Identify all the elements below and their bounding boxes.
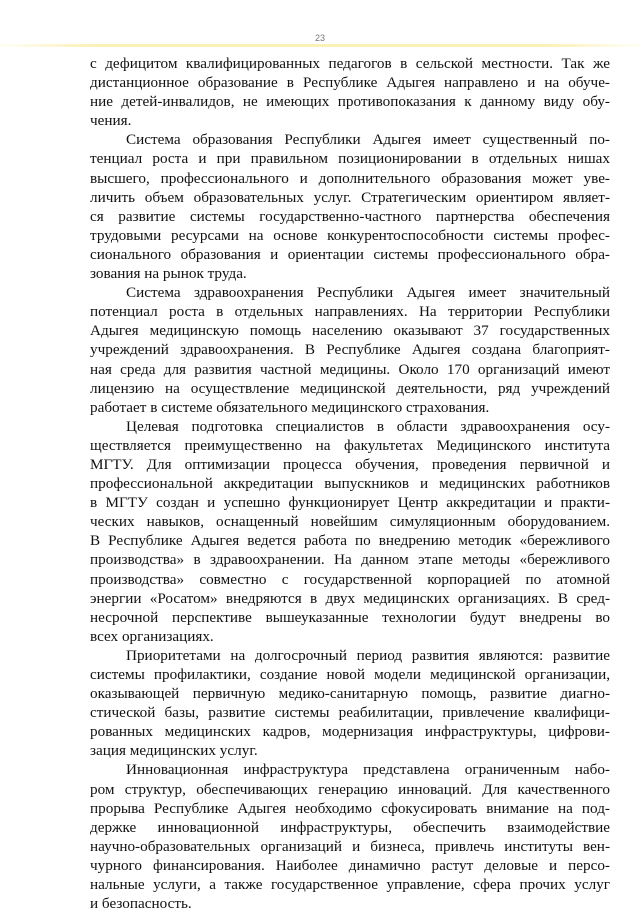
text-line: Система образования Республики Адыгея имеет существенный по- — [126, 131, 610, 149]
text-line: ся развитие системы государственно-частного партнерства обеспечения — [90, 207, 610, 225]
text-line: зация медицинских услуг. — [90, 742, 258, 760]
text-line: профессиональной аккредитации выпускников и медицинских работников — [90, 475, 610, 493]
text-line: учреждений здравоохранения. В Республике Адыгея создана благоприят- — [90, 341, 610, 359]
page-number: 23 — [314, 33, 325, 43]
text-line: лицензию на осуществление медицинской деятельности, ряд учреждений — [90, 379, 610, 397]
text-line: оказывающей первичную медико-санитарную помощь, развитие диагно- — [90, 685, 610, 703]
paragraph — [90, 646, 610, 761]
text-line: Адыгея медицинскую помощь населению оказывают 37 государственных — [90, 322, 610, 340]
text-line: Система здравоохранения Республики Адыгея имеет значительный — [126, 284, 610, 302]
text-line: ная среда для развития частной медицины. Около 170 организаций имеют — [90, 360, 610, 378]
paragraph — [90, 283, 610, 417]
text-line: несрочной перспективе вышеуказанные технологии будут внедрены во — [90, 608, 610, 626]
text-line: потенциал роста в отдельных направлениях. На территории Республики — [90, 303, 610, 321]
text-line: сионального образования и ориентации системы профессионального обра- — [90, 245, 610, 263]
text-line: в МГТУ создан и успешно функционирует Центр аккредитации и практи- — [90, 494, 610, 512]
text-line: держке инновационной инфраструктуры, обеспечить взаимодействие — [90, 818, 610, 836]
text-line: зования на рынок труда. — [90, 265, 247, 283]
paragraph — [90, 417, 610, 646]
text-line: ществляется преимущественно на факультетах Медицинского института — [90, 436, 610, 454]
text-line: высшего, профессионального и дополнительного образования может уве- — [90, 169, 610, 187]
header-rule — [0, 44, 640, 47]
text-line: ром структур, обеспечивающих генерацию инноваций. Для качественного — [90, 780, 610, 798]
document-body — [90, 54, 610, 913]
text-line: производства» совместно с государственной корпорацией по атомной — [90, 570, 610, 588]
text-line: всех организациях. — [90, 627, 214, 645]
text-line: МГТУ. Для оптимизации процесса обучения, проведения первичной и — [90, 455, 610, 473]
text-line: чурного финансирования. Наиболее динамично растут деловые и персо- — [90, 856, 610, 874]
text-line: работает в системе обязательного медицинского страхования. — [90, 398, 490, 416]
text-line: Инновационная инфраструктура представлена ограниченным набо- — [126, 761, 610, 779]
text-line: научно-образовательных организаций и бизнеса, привлечь институты вен- — [90, 837, 610, 855]
paragraph — [90, 54, 610, 130]
text-line: Приоритетами на долгосрочный период развития являются: развитие — [126, 646, 610, 664]
text-line: с дефицитом квалифицированных педагогов в сельской местности. Так же — [90, 55, 610, 72]
text-line: трудовыми ресурсами на основе конкурентоспособности системы профес- — [90, 226, 610, 244]
text-line: ческих навыков, оснащенный новейшим симуляционным оборудованием. — [90, 513, 610, 531]
text-line: ние детей-инвалидов, не имеющих противопоказания к данному виду обу- — [90, 93, 610, 111]
text-line: системы профилактики, создание новой модели медицинской организации, — [90, 666, 610, 683]
text-line: В Республике Адыгея ведется работа по внедрению методик «бережливого — [90, 532, 610, 550]
text-line: тенциал роста и при правильном позиционировании в отдельных нишах — [90, 150, 610, 168]
text-line: энергии «Росатом» внедряются в двух медицинских организациях. В сред- — [90, 589, 610, 607]
text-line: Целевая подготовка специалистов в области здравоохранения осу- — [126, 417, 610, 435]
text-line: и безопасность. — [90, 895, 192, 913]
text-line: стической базы, развитие системы реабилитации, привлечение квалифици- — [90, 704, 610, 722]
paragraph — [90, 130, 610, 283]
text-line: прорыва Республике Адыгея необходимо сфокусировать внимание на под- — [90, 799, 610, 817]
text-line: производства» в здравоохранении. На данном этапе методы «бережливого — [90, 551, 610, 569]
text-line: дистанционное образование в Республике Адыгея направлено и на обуче- — [90, 74, 610, 92]
text-line: рованных медицинских кадров, модернизация инфраструктуры, цифрови- — [90, 723, 610, 741]
text-line: чения. — [90, 112, 132, 130]
paragraph — [90, 760, 610, 913]
text-line: личить объем образовательных услуг. Стратегическим ориентиром являет- — [90, 188, 610, 206]
text-line: нальные услуги, а также государственное управление, сфера прочих услуг — [90, 876, 610, 894]
